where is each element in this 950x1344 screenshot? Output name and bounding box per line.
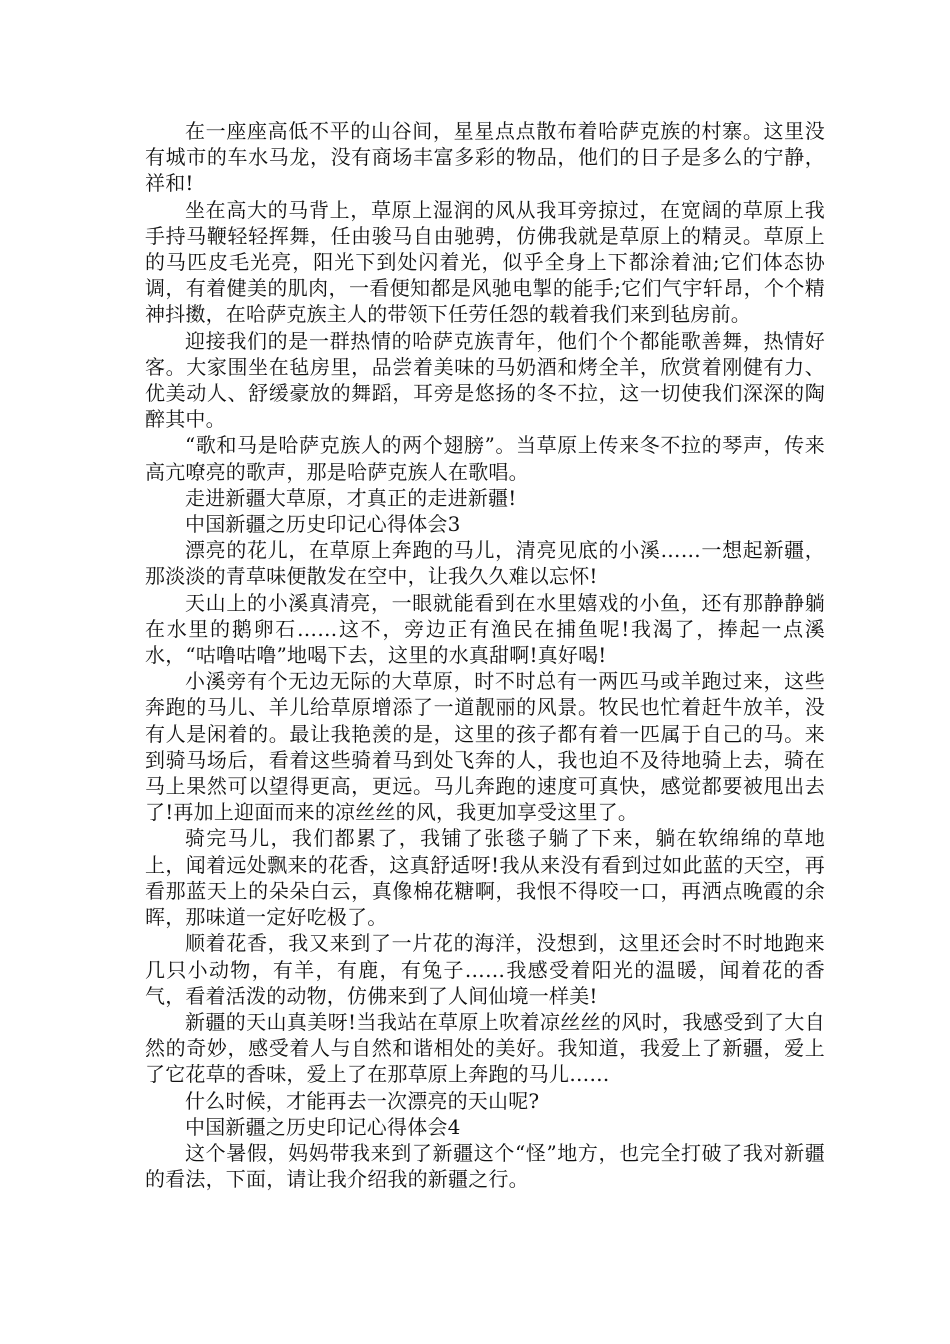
paragraph-summer-trip: 这个暑假，妈妈带我来到了新疆这个“怪”地方，也完全打破了我对新疆的看法，下面，请让我介绍我的新疆之行。 [145, 1140, 825, 1192]
section-heading-3: 中国新疆之历史印记心得体会3 [185, 512, 461, 537]
paragraph-village: 在一座座高低不平的山谷间，星星点点散布着哈萨克族的村寨。这里没有城市的车水马龙，没有商场丰富多彩的物品，他们的日子是多么的宁静，祥和! [145, 119, 825, 196]
paragraph-welcome: 迎接我们的是一群热情的哈萨克族青年，他们个个都能歌善舞，热情好客。大家围坐在毡房里，品尝着美味的马奶酒和烤全羊，欣赏着刚健有力、优美动人、舒缓豪放的舞蹈，耳旁是悠扬的冬不拉，这一切使我们深深的陶醉其中。 [145, 328, 825, 432]
paragraph-flowers: 漂亮的花儿，在草原上奔跑的马儿，清亮见底的小溪……一想起新疆，那淡淡的青草味便散发在空中，让我久久难以忘怀! [145, 538, 825, 589]
paragraph-tianshan: 新疆的天山真美呀!当我站在草原上吹着凉丝丝的风时，我感受到了大自然的奇妙，感受着人与自然和谐相处的美好。我知道，我爱上了新疆，爱上了它花草的香味，爱上了在那草原上奔跑的马儿…… [145, 1009, 825, 1087]
paragraph-rest: 骑完马儿，我们都累了，我铺了张毯子躺了下来，躺在软绵绵的草地上，闻着远处飘来的花香，这真舒适呀!我从来没有看到过如此蓝的天空，再看那蓝天上的朵朵白云，真像棉花糖啊，我恨不得咬一口，再洒点晚霞的余晖，那味道一定好吃极了。 [145, 826, 825, 930]
document-page [145, 118, 825, 1192]
paragraph-horseback: 坐在高大的马背上，草原上湿润的风从我耳旁掠过，在宽阔的草原上我手持马鞭轻轻挥舞，任由骏马自由驰骋，仿佛我就是草原上的精灵。草原上的马匹皮毛光亮，阳光下到处闪着光，似乎全身上下都涂着油;它们体态协调，有着健美的肌肉，一看便知都是风驰电掣的能手;它们气宇轩昂，个个精神抖擞，在哈萨克族主人的带领下任劳任怨的载着我们来到毡房前。 [145, 197, 825, 327]
paragraph-grassland: 小溪旁有个无边无际的大草原，时不时总有一两匹马或羊跑过来，这些奔跑的马儿、羊儿给草原增添了一道靓丽的风景。牧民也忙着赶牛放羊，没有人是闲着的。最让我艳羡的是，这里的孩子都有着一匹属于自己的马。来到骑马场后，看着这些骑着马到处飞奔的人，我也迫不及待地骑上去，骑在马上果然可以望得更高，更远。马儿奔跑的速度可真快，感觉都要被甩出去了!再加上迎面而来的凉丝丝的风，我更加享受这里了。 [145, 669, 825, 825]
section-heading-4: 中国新疆之历史印记心得体会4 [185, 1114, 461, 1139]
paragraph-question: 什么时候，才能再去一次漂亮的天山呢? [185, 1088, 540, 1113]
paragraph-stream: 天山上的小溪真清亮，一眼就能看到在水里嬉戏的小鱼，还有那静静躺在水里的鹅卵石……这不，旁边正有渔民在捕鱼呢!我渴了，捧起一点溪水，“咕噜咕噜”地喝下去，这里的水真甜啊!真好喝! [145, 590, 825, 668]
paragraph-song-and-horse: “歌和马是哈萨克族人的两个翅膀”。当草原上传来冬不拉的琴声，传来高亢嘹亮的歌声，那是哈萨克族人在歌唱。 [145, 433, 825, 484]
paragraph-enter-xinjiang: 走进新疆大草原，才真正的走进新疆! [185, 485, 517, 510]
paragraph-flower-sea: 顺着花香，我又来到了一片花的海洋，没想到，这里还会时不时地跑来几只小动物，有羊，有鹿，有兔子……我感受着阳光的温暖，闻着花的香气，看着活泼的动物，仿佛来到了人间仙境一样美! [145, 931, 825, 1008]
